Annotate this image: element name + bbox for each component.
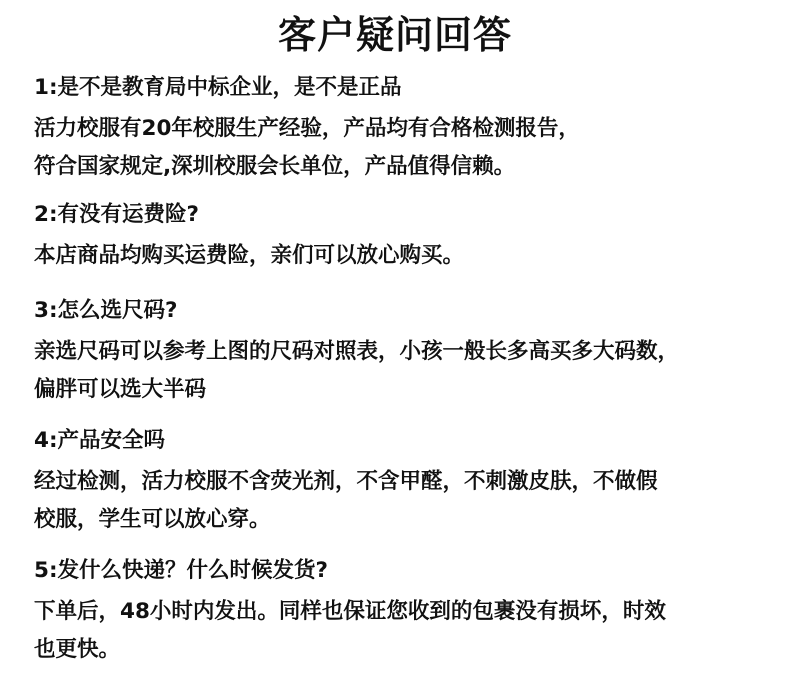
faq-question-1: 1:是不是教育局中标企业，是不是正品 <box>34 75 402 100</box>
faq-answer-5-line-2: 也更快。 <box>34 637 121 662</box>
faq-answer-4-line-1: 经过检测，活力校服不含荧光剂，不含甲醛，不刺激皮肤，不做假 <box>34 469 658 494</box>
faq-answer-3-line-2: 偏胖可以选大半码 <box>34 377 207 402</box>
faq-answer-4-line-2: 校服，学生可以放心穿。 <box>34 507 271 532</box>
faq-answer-3-line-1: 亲选尺码可以参考上图的尺码对照表，小孩一般长多高买多大码数， <box>34 339 680 364</box>
faq-answer-2-line-1: 本店商品均购买运费险，亲们可以放心购买。 <box>34 243 465 268</box>
faq-item-4 <box>34 426 774 539</box>
faq-item-2 <box>34 200 774 275</box>
faq-question-2: 2:有没有运费险? <box>34 202 200 227</box>
faq-answer-5-line-1: 下单后，48小时内发出。同样也保证您收到的包裹没有损坏，时效 <box>34 599 666 624</box>
faq-question-5: 5:发什么快递？什么时候发货? <box>34 558 329 583</box>
faq-item-5 <box>34 556 774 669</box>
faq-answer-3 <box>34 333 774 409</box>
faq-answer-1-line-1: 活力校服有20年校服生产经验，产品均有合格检测报告， <box>34 116 580 141</box>
page-title: 客户疑问回答 <box>277 13 512 57</box>
faq-answer-1 <box>34 110 774 186</box>
faq-question-3: 3:怎么选尺码? <box>34 298 178 323</box>
faq-item-3 <box>34 296 774 409</box>
faq-question-4: 4:产品安全吗 <box>34 428 166 453</box>
faq-answer-4 <box>34 463 774 539</box>
faq-answer-2 <box>34 237 774 275</box>
faq-answer-1-line-2: 符合国家规定,深圳校服会长单位，产品值得信赖。 <box>34 154 516 179</box>
faq-answer-5 <box>34 593 774 669</box>
faq-item-1 <box>34 73 774 186</box>
